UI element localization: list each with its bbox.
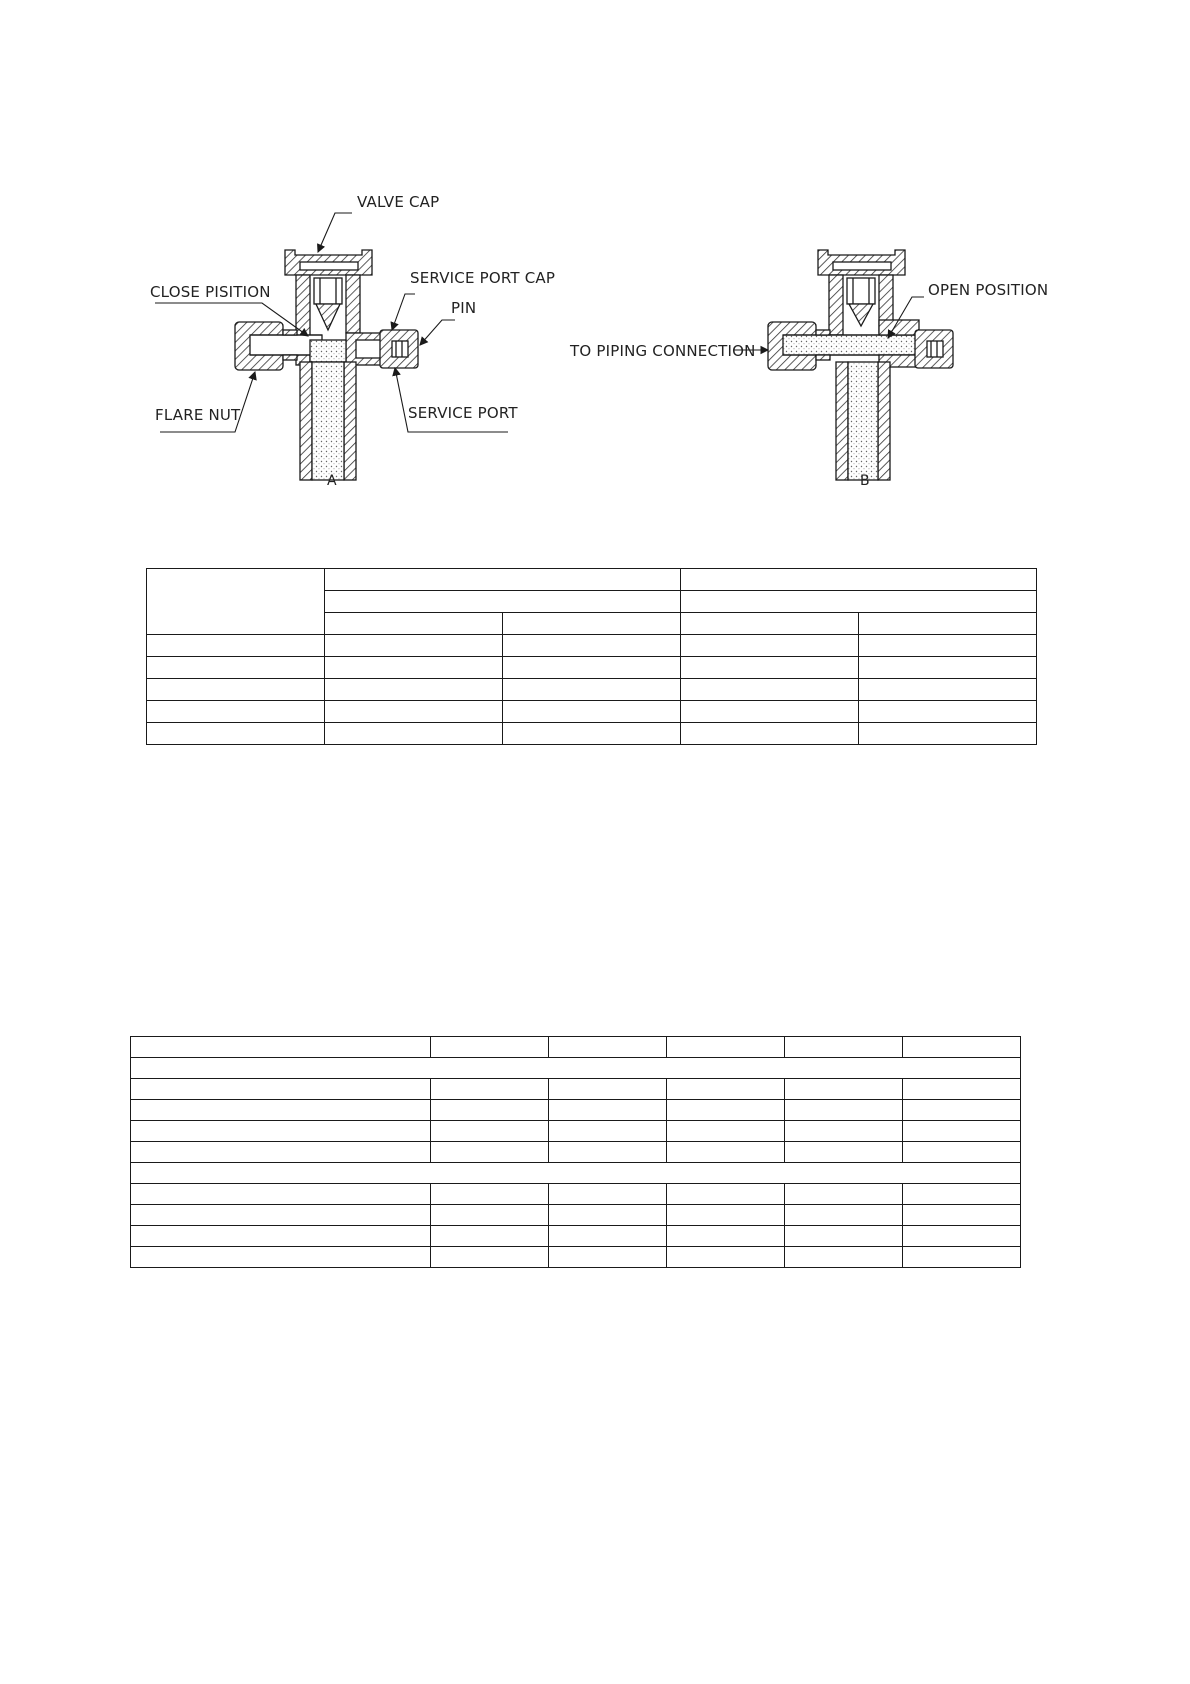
- table-cell: [903, 1100, 1021, 1121]
- table-cell: [903, 1142, 1021, 1163]
- table-cell: [325, 569, 681, 591]
- table-cell: [503, 679, 681, 701]
- table-cell: [681, 613, 859, 635]
- table-section-row: [131, 1058, 1021, 1079]
- table-cell: [147, 635, 325, 657]
- table-cell: [131, 1163, 1021, 1184]
- table-cell: [549, 1247, 667, 1268]
- table-cell: [681, 635, 859, 657]
- table-cell: [431, 1226, 549, 1247]
- table-cell: [131, 1184, 431, 1205]
- table-cell: [785, 1100, 903, 1121]
- table-cell: [903, 1037, 1021, 1058]
- table-cell: [431, 1247, 549, 1268]
- table-cell: [785, 1184, 903, 1205]
- table-cell: [859, 679, 1037, 701]
- table-cell: [785, 1247, 903, 1268]
- label-valve-cap: VALVE CAP: [357, 193, 440, 211]
- table-cell: [503, 657, 681, 679]
- table-cell: [903, 1205, 1021, 1226]
- table-cell: [131, 1100, 431, 1121]
- table-cell: [131, 1205, 431, 1226]
- table-row: [131, 1226, 1021, 1247]
- table-row: [147, 635, 1037, 657]
- table-cell: [859, 635, 1037, 657]
- table-cell: [681, 591, 1037, 613]
- table-cell: [147, 701, 325, 723]
- table-cell: [859, 701, 1037, 723]
- table-cell: [431, 1100, 549, 1121]
- table-cell: [549, 1079, 667, 1100]
- table-cell: [681, 657, 859, 679]
- table-cell: [431, 1205, 549, 1226]
- table-row: [131, 1184, 1021, 1205]
- table-cell: [503, 701, 681, 723]
- table-row: [147, 657, 1037, 679]
- table-cell: [859, 723, 1037, 745]
- table-cell: [549, 1205, 667, 1226]
- table-row: [131, 1079, 1021, 1100]
- table-cell: [903, 1226, 1021, 1247]
- table-cell: [549, 1121, 667, 1142]
- valve-diagram: [0, 0, 1190, 520]
- table-cell: [903, 1184, 1021, 1205]
- table-row: [131, 1142, 1021, 1163]
- table-cell: [431, 1121, 549, 1142]
- table-cell: [503, 723, 681, 745]
- table-cell: [667, 1184, 785, 1205]
- table-cell: [431, 1184, 549, 1205]
- label-close-position: CLOSE PISITION: [150, 283, 271, 301]
- table-cell: [667, 1121, 785, 1142]
- label-open-position: OPEN POSITION: [928, 281, 1049, 299]
- table-cell: [431, 1079, 549, 1100]
- table-1: [146, 568, 1037, 745]
- valve-b-drawing: [768, 250, 953, 480]
- table-cell: [667, 1037, 785, 1058]
- table-cell: [325, 679, 503, 701]
- valve-a-stem-left: [300, 362, 312, 480]
- table-cell: [667, 1100, 785, 1121]
- table-cell: [131, 1037, 431, 1058]
- table-cell: [681, 701, 859, 723]
- table-cell: [325, 723, 503, 745]
- table-cell: [785, 1079, 903, 1100]
- table-cell: [131, 1226, 431, 1247]
- table-cell: [147, 657, 325, 679]
- label-service-port: SERVICE PORT: [408, 404, 518, 422]
- table-cell: [785, 1142, 903, 1163]
- table-cell: [325, 635, 503, 657]
- label-pin: PIN: [451, 299, 477, 317]
- table-cell: [147, 723, 325, 745]
- table-cell: [903, 1079, 1021, 1100]
- table-2: [130, 1036, 1021, 1268]
- table-cell: [667, 1205, 785, 1226]
- table-cell: [785, 1205, 903, 1226]
- table-row: [147, 679, 1037, 701]
- table-cell: [549, 1184, 667, 1205]
- table-cell: [325, 613, 503, 635]
- table-cell: [131, 1247, 431, 1268]
- table-cell: [667, 1247, 785, 1268]
- table-row: [131, 1100, 1021, 1121]
- table-cell: [785, 1121, 903, 1142]
- table-section-row: [131, 1163, 1021, 1184]
- table-cell: [325, 701, 503, 723]
- table-cell: [131, 1121, 431, 1142]
- table-cell: [667, 1142, 785, 1163]
- label-to-piping-connection: TO PIPING CONNECTION: [570, 342, 756, 360]
- table-cell: [903, 1121, 1021, 1142]
- label-service-port-cap: SERVICE PORT CAP: [410, 269, 556, 287]
- table-row: [147, 701, 1037, 723]
- table-cell: [549, 1100, 667, 1121]
- table-cell: [667, 1226, 785, 1247]
- table-cell: [131, 1142, 431, 1163]
- table-cell: [667, 1079, 785, 1100]
- caption-b: B: [860, 473, 870, 489]
- table-cell: [503, 613, 681, 635]
- valve-b-stem-left: [836, 362, 848, 480]
- table-row: [131, 1037, 1021, 1058]
- label-flare-nut: FLARE NUT: [155, 406, 241, 424]
- valve-b-stem-right: [878, 362, 890, 480]
- table-cell: [147, 569, 325, 635]
- table-row: [131, 1247, 1021, 1268]
- table-row: [131, 1121, 1021, 1142]
- table-cell: [325, 657, 503, 679]
- table-cell: [503, 635, 681, 657]
- table-cell: [903, 1247, 1021, 1268]
- table-cell: [325, 591, 681, 613]
- table-cell: [549, 1037, 667, 1058]
- table-cell: [549, 1142, 667, 1163]
- caption-a: A: [327, 473, 337, 489]
- table-cell: [681, 569, 1037, 591]
- table-row: [131, 1205, 1021, 1226]
- table-cell: [131, 1079, 431, 1100]
- table-cell: [785, 1226, 903, 1247]
- table-cell: [859, 657, 1037, 679]
- valve-a-body-right: [346, 275, 360, 333]
- valve-a-stem-right: [344, 362, 356, 480]
- table-cell: [431, 1142, 549, 1163]
- table-cell: [147, 679, 325, 701]
- table-cell: [431, 1037, 549, 1058]
- table-cell: [859, 613, 1037, 635]
- table-cell: [785, 1037, 903, 1058]
- table-cell: [681, 679, 859, 701]
- table-row: [147, 569, 1037, 591]
- table-cell: [549, 1226, 667, 1247]
- table-cell: [131, 1058, 1021, 1079]
- table-row: [147, 723, 1037, 745]
- table-cell: [681, 723, 859, 745]
